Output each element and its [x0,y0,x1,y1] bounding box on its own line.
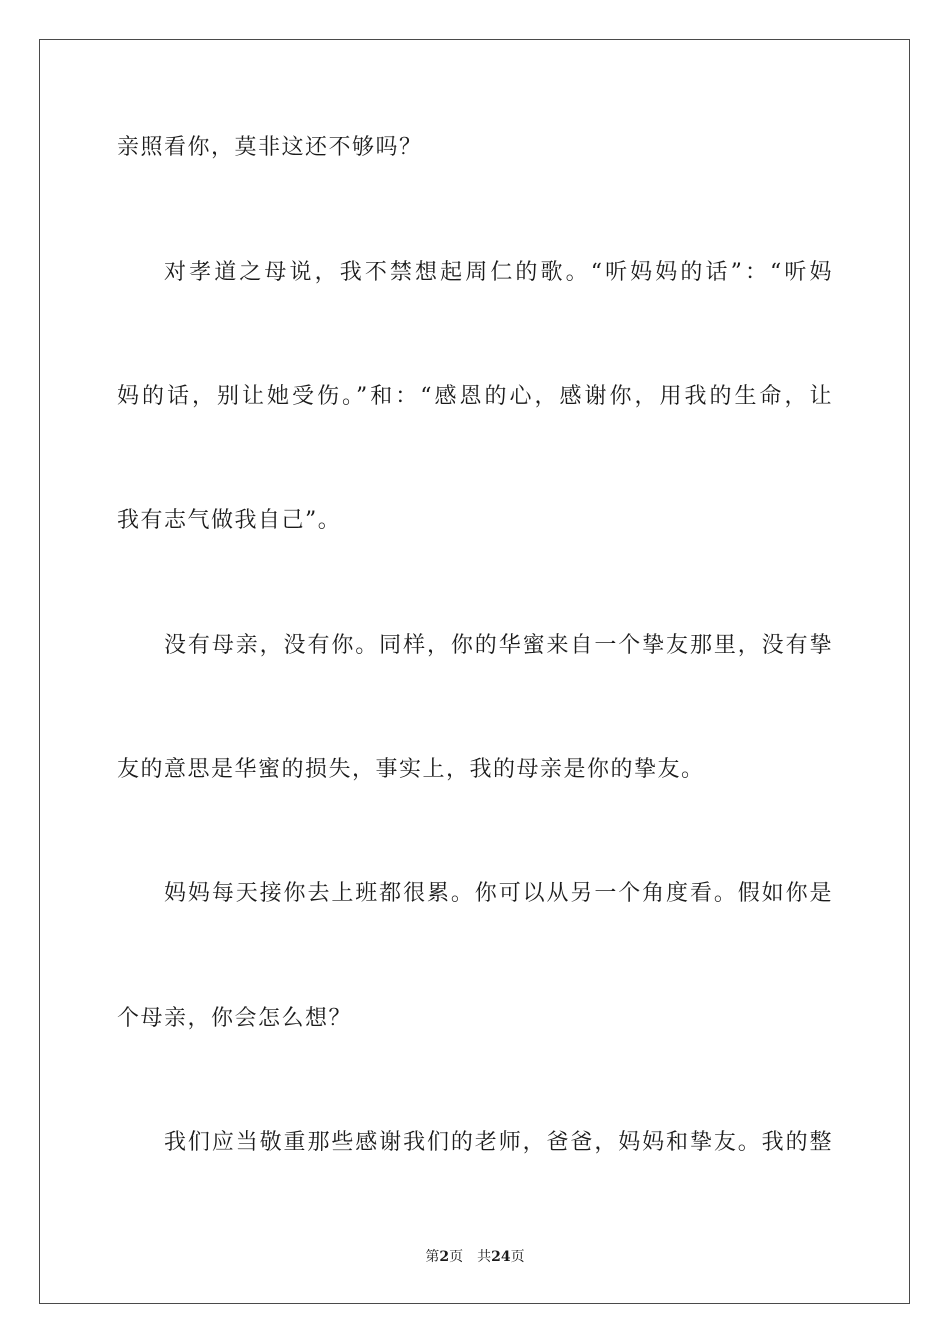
text-line: 没有母亲，没有你。同样，你的华蜜来自一个挚友那里，没有挚 [164,633,833,658]
page-number-prefix: 第 [425,1249,440,1265]
text-line: 对孝道之母说，我不禁想起周仁的歌。“听妈妈的话”：“听妈 [164,260,833,285]
text-line: 我们应当敬重那些感谢我们的老师，爸爸，妈妈和挚友。我的整 [164,1130,833,1155]
text-line: 个母亲，你会怎么想？ [117,1006,353,1031]
page-number: 2 [439,1249,450,1265]
total-pages-suffix: 页 [510,1249,525,1265]
total-pages-prefix: 共 [477,1249,492,1265]
page-border [39,39,910,1304]
page-footer [0,1247,950,1267]
text-line: 我有志气做我自己”。 [117,508,342,533]
page-number-suffix: 页 [449,1249,464,1265]
text-line: 妈的话，别让她受伤。”和：“感恩的心，感谢你，用我的生命，让 [117,384,833,409]
total-pages: 24 [491,1249,511,1265]
text-line: 友的意思是华蜜的损失，事实上，我的母亲是你的挚友。 [117,757,705,782]
text-line: 亲照看你，莫非这还不够吗？ [117,135,423,160]
text-line: 妈妈每天接你去上班都很累。你可以从另一个角度看。假如你是 [164,881,833,906]
